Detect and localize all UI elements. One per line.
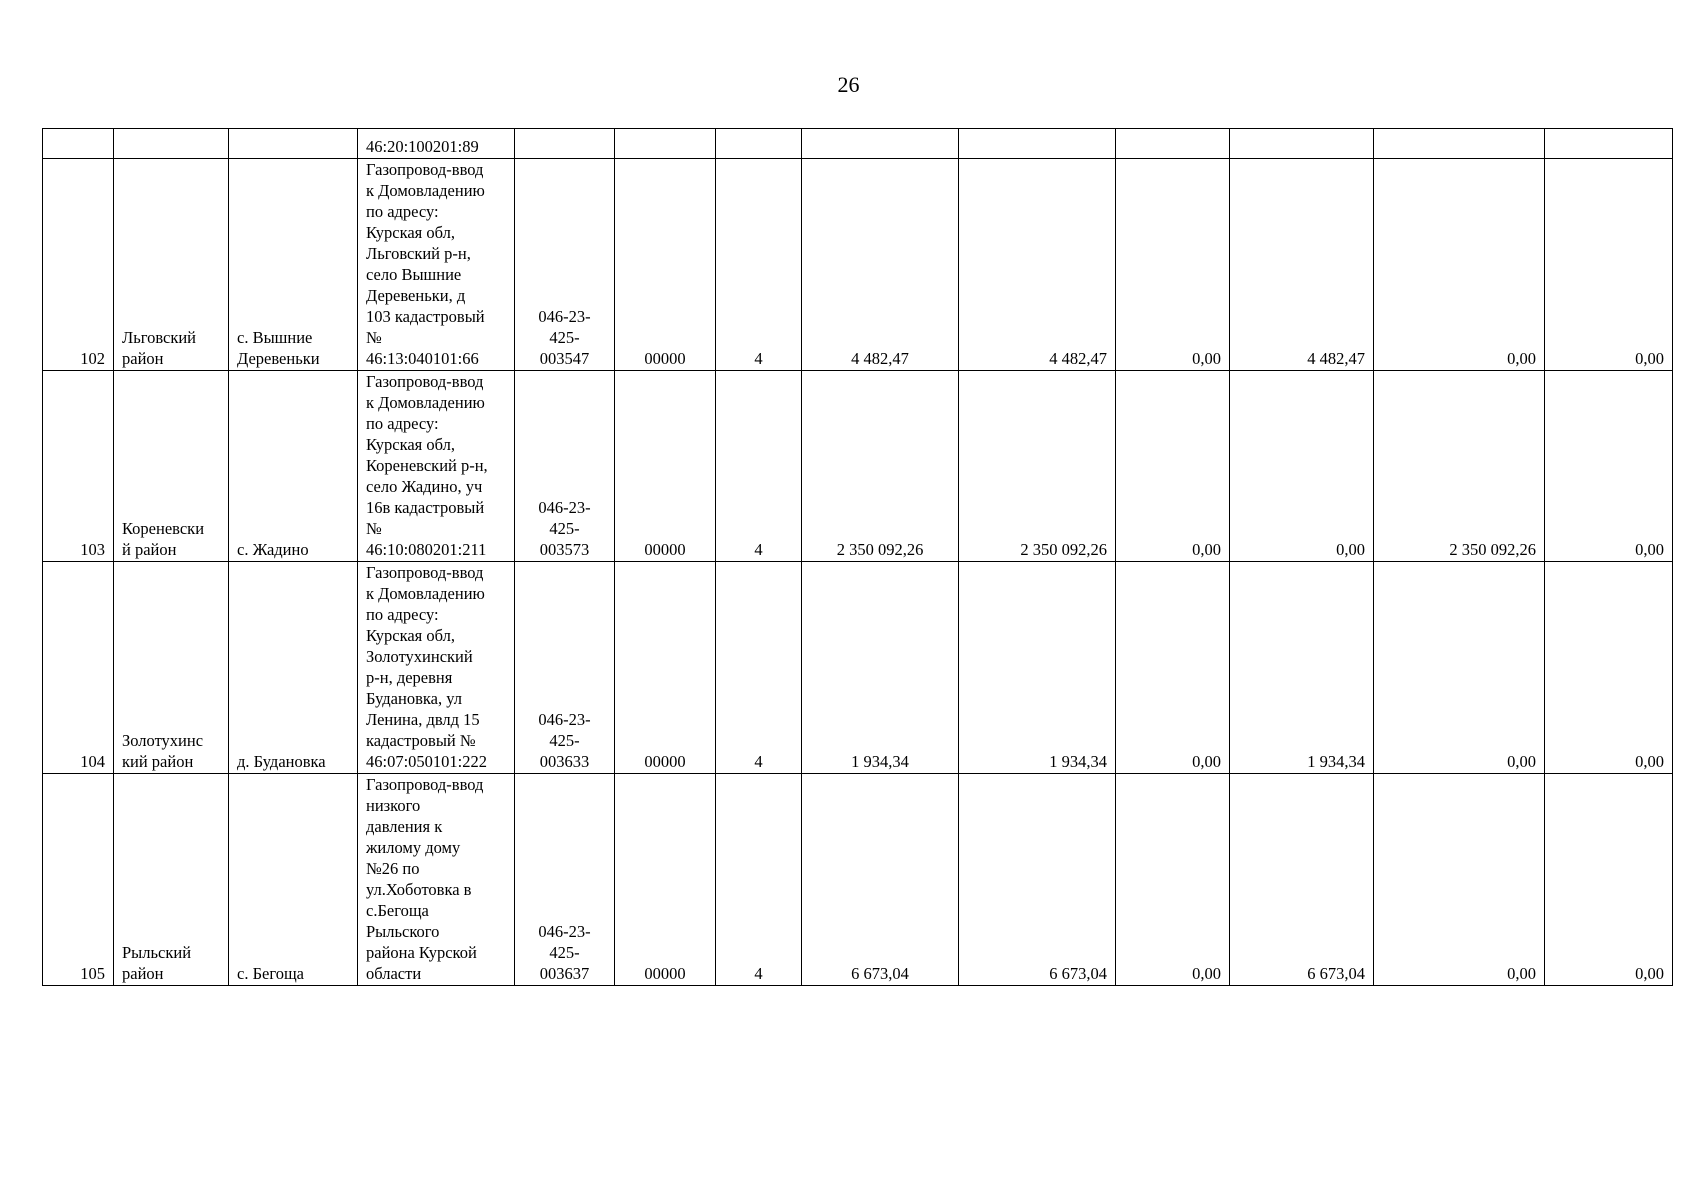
value-cell: 0,00 [1116,159,1230,371]
value-cell: 2 350 092,26 [959,371,1116,562]
value-cell: 6 673,04 [802,774,959,986]
value-cell: 0,00 [1116,774,1230,986]
row-number-cell: 104 [43,562,114,774]
category-cell: 4 [716,774,802,986]
value-cell: 4 482,47 [802,159,959,371]
code-cell: 00000 [615,371,716,562]
row-number-cell: 103 [43,371,114,562]
table-row [43,129,1673,159]
value-cell: 0,00 [1116,371,1230,562]
locality-cell: д. Будановка [229,562,358,774]
value-cell: 0,00 [1116,562,1230,774]
district-cell: Золотухинс кий район [114,562,229,774]
table-row [43,159,1673,371]
code-cell: 00000 [615,159,716,371]
value-cell: 0,00 [1545,562,1673,774]
inventory-code-cell: 046-23- 425- 003547 [515,159,615,371]
object-description-cell: Газопровод-ввод к Домовладению по адресу: Курская обл, Кореневский р-н, село Жадино, уч 16в кадастровый № 46:10:080201:211 [358,371,515,562]
category-cell: 4 [716,159,802,371]
value-cell: 1 934,34 [1230,562,1374,774]
district-cell: Льговский район [114,159,229,371]
value-cell: 0,00 [1545,371,1673,562]
value-cell: 0,00 [1374,774,1545,986]
code-cell: 00000 [615,562,716,774]
row-number-cell: 105 [43,774,114,986]
table-row [43,774,1673,986]
locality-cell: с. Бегоща [229,774,358,986]
object-description-cell: Газопровод-ввод низкого давления к жилому дому №26 по ул.Хоботовка в с.Бегоща Рыльского района Курской области [358,774,515,986]
object-description-cell: Газопровод-ввод к Домовладению по адресу: Курская обл, Льговский р-н, село Вышние Деревеньки, д 103 кадастровый № 46:13:040101:66 [358,159,515,371]
value-cell: 1 934,34 [802,562,959,774]
value-cell: 0,00 [1374,562,1545,774]
value-cell: 2 350 092,26 [1374,371,1545,562]
inventory-code-cell: 046-23- 425- 003637 [515,774,615,986]
value-cell: 2 350 092,26 [802,371,959,562]
district-cell: Рыльский район [114,774,229,986]
code-cell: 00000 [615,774,716,986]
category-cell: 4 [716,371,802,562]
table-row [43,562,1673,774]
row-number-cell: 102 [43,159,114,371]
inventory-code-cell: 046-23- 425- 003633 [515,562,615,774]
value-cell: 0,00 [1230,371,1374,562]
district-cell: Кореневски й район [114,371,229,562]
value-cell: 0,00 [1545,774,1673,986]
registry-table [42,128,1673,986]
value-cell: 4 482,47 [1230,159,1374,371]
cadastral-number-cell: 46:20:100201:89 [358,129,515,159]
table-row [43,371,1673,562]
object-description-cell: Газопровод-ввод к Домовладению по адресу: Курская обл, Золотухинский р-н, деревня Будановка, ул Ленина, двлд 15 кадастровый № 46:07:050101:222 [358,562,515,774]
locality-cell: с. Жадино [229,371,358,562]
page-number: 26 [837,72,860,97]
category-cell: 4 [716,562,802,774]
locality-cell: с. Вышние Деревеньки [229,159,358,371]
value-cell: 0,00 [1545,159,1673,371]
value-cell: 4 482,47 [959,159,1116,371]
inventory-code-cell: 046-23- 425- 003573 [515,371,615,562]
value-cell: 0,00 [1374,159,1545,371]
value-cell: 6 673,04 [1230,774,1374,986]
value-cell: 6 673,04 [959,774,1116,986]
value-cell: 1 934,34 [959,562,1116,774]
